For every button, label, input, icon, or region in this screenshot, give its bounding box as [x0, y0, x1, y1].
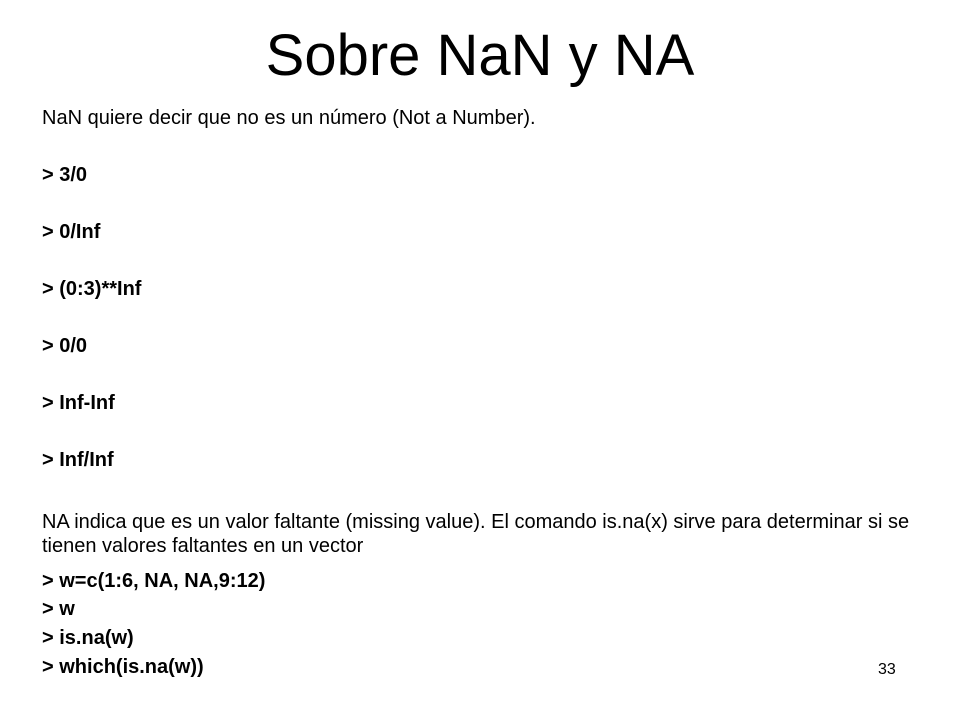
page-number: 33 [878, 661, 896, 678]
slide-title: Sobre NaN y NA [265, 23, 695, 88]
na-command-4: > which(is.na(w)) [42, 656, 204, 678]
na-paragraph: NA indica que es un valor faltante (missing value). El comando is.na(x) sirve para determinar si se tienen valores faltantes en un vector [42, 511, 910, 557]
nan-command-5: > Inf-Inf [42, 392, 115, 414]
intro-text: NaN quiere decir que no es un número (Not a Number). [42, 107, 536, 129]
nan-command-1: > 3/0 [42, 164, 88, 186]
nan-command-6: > Inf/Inf [42, 449, 114, 471]
nan-command-4: > 0/0 [42, 335, 88, 357]
na-command-3: > is.na(w) [42, 627, 134, 649]
na-command-1: > w=c(1:6, NA, NA,9:12) [42, 570, 266, 592]
nan-command-2: > 0/Inf [42, 221, 101, 243]
nan-command-3: > (0:3)**Inf [42, 278, 142, 300]
na-command-2: > w [42, 598, 75, 620]
